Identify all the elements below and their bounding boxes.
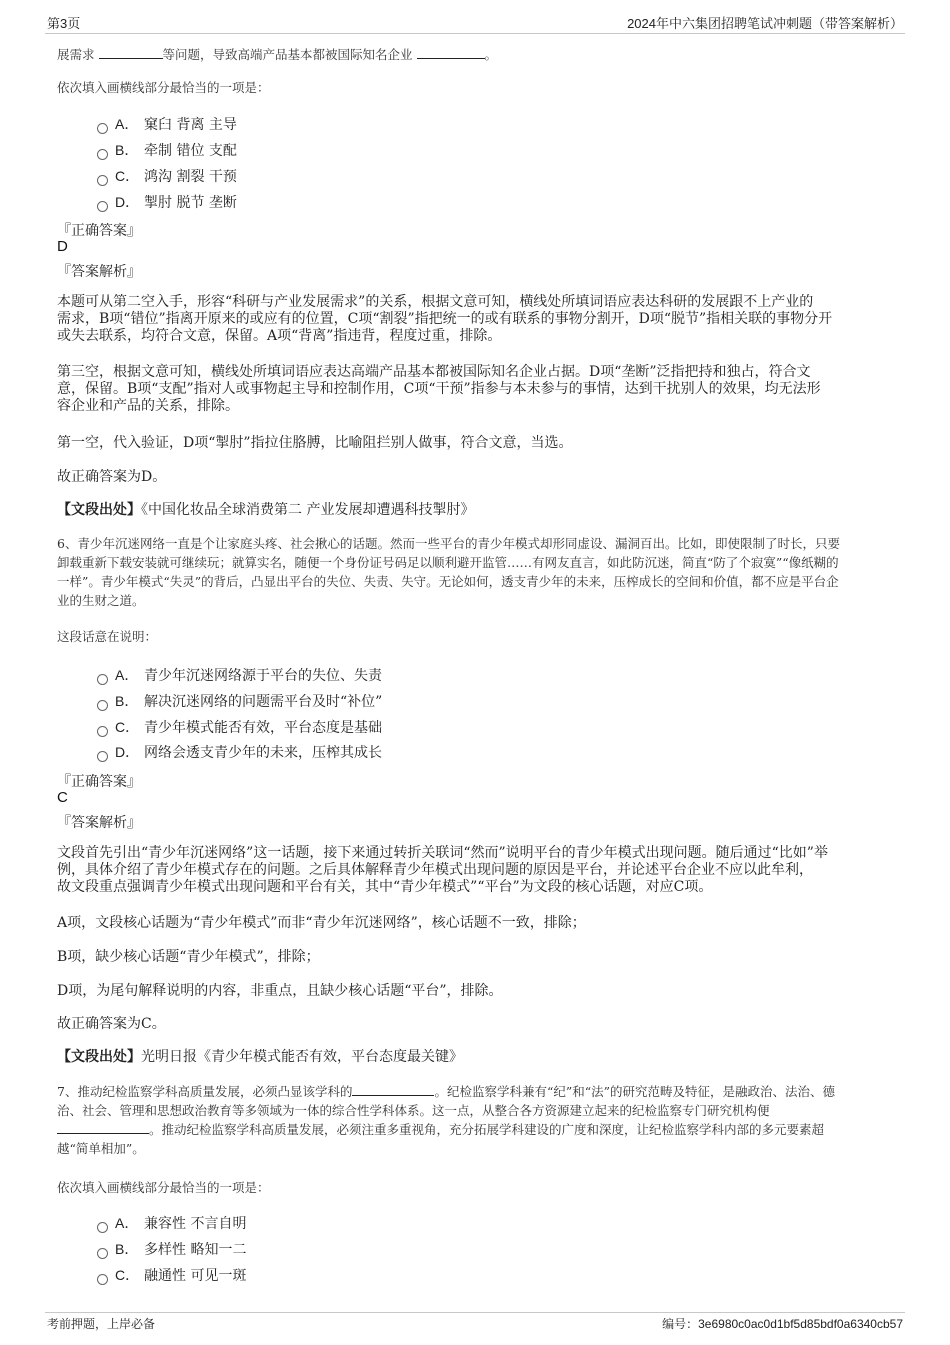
blank-1: [352, 1083, 434, 1096]
q7-option-a[interactable]: A． 兼容性 不言自明: [97, 1213, 246, 1233]
document-title: 2024年中六集团招聘笔试冲刺题（带答案解析）: [627, 16, 903, 31]
q6-analysis-p4: D项，为尾句解释说明的内容，非重点，且缺少核心话题“平台”，排除。: [57, 983, 503, 999]
q6-option-d[interactable]: D． 网络会透支青少年的未来，压榨其成长: [97, 742, 382, 762]
q5-stem: 展需求 等问题，导致高端产品基本都被国际知名企业 。: [57, 47, 498, 62]
blank-1: [99, 46, 163, 59]
q6-analysis-p2: A项，文段核心话题为“青少年模式”而非“青少年沉迷网络”，核心话题不一致，排除；: [57, 915, 586, 931]
radio-icon[interactable]: [97, 700, 108, 711]
q5-option-a[interactable]: A． 窠臼 背离 主导: [97, 114, 237, 134]
q6-source: 【文段出处】光明日报《青少年模式能否有效，平台态度最关键》: [57, 1049, 463, 1065]
q6-stem: 6、青少年沉迷网络一直是个让家庭头疼、社会揪心的话题。然而一些平台的青少年模式却形同虚设、漏洞百出。比如，即使限制了时长，只要 卸载重新下载安装就可继续玩；就算实名，随便一个身份证号码足以顺利避开监管……有网友直言，如此防沉迷，简直“防了个寂寞”“像纸糊的 一样”。青少年模式“失灵”的背后，凸显出平台的失位、失责、失守。无论如何，透支青少年的未来，压榨成长的空间和价值，都不应是平台企 业的生财之道。: [57, 536, 840, 608]
radio-icon[interactable]: [97, 1274, 108, 1285]
q6-analysis-p5: 故正确答案为C。: [57, 1016, 166, 1032]
blank-2: [57, 1121, 149, 1134]
radio-icon[interactable]: [97, 674, 108, 685]
q5-prompt: 依次填入画横线部分最恰当的一项是：: [57, 80, 270, 95]
q5-analysis-label: 『答案解析』: [57, 264, 141, 280]
radio-icon[interactable]: [97, 149, 108, 160]
q6-option-c[interactable]: C． 青少年模式能否有效，平台态度是基础: [97, 717, 382, 737]
q5-option-c[interactable]: C． 鸿沟 割裂 干预: [97, 166, 237, 186]
q5-answer-label: 『正确答案』: [57, 223, 141, 239]
radio-icon[interactable]: [97, 751, 108, 762]
radio-icon[interactable]: [97, 201, 108, 212]
radio-icon[interactable]: [97, 123, 108, 134]
q6-analysis-p3: B项，缺少核心话题“青少年模式”，排除；: [57, 949, 320, 965]
q6-answer: C: [57, 789, 68, 806]
footer-slogan: 考前押题，上岸必备: [47, 1317, 156, 1331]
q6-option-b[interactable]: B． 解决沉迷网络的问题需平台及时“补位”: [97, 691, 382, 711]
radio-icon[interactable]: [97, 175, 108, 186]
page-number: 第3页: [47, 16, 81, 31]
page-footer: [45, 1312, 905, 1343]
q6-option-a[interactable]: A． 青少年沉迷网络源于平台的失位、失责: [97, 665, 382, 685]
q7-option-c[interactable]: C． 融通性 可见一斑: [97, 1265, 246, 1285]
blank-2: [417, 46, 485, 59]
q5-analysis-p3: 第一空，代入验证，D项“掣肘”指拉住胳膊，比喻阻拦别人做事，符合文意，当选。: [57, 435, 573, 451]
q6-analysis-p1: 文段首先引出“青少年沉迷网络”这一话题，接下来通过转折关联词“然而”说明平台的青少年模式出现问题。随后通过“比如”举 例，具体介绍了青少年模式存在的问题。之后具体解释青少年模式出现问题的原因是平台，并论述平台企业不应以此牟利， 故文段重点强调青少年模式出现问题和平台有关，其中“青少年模式”“平台”为文段的核心话题，对应C项。: [57, 845, 828, 895]
document-code: 编号：3e6980c0ac0d1bf5d85bdf0a6340cb57: [662, 1317, 903, 1331]
q6-analysis-label: 『答案解析』: [57, 815, 141, 831]
page-header: [45, 11, 905, 34]
q7-prompt: 依次填入画横线部分最恰当的一项是：: [57, 1180, 270, 1195]
q5-option-b[interactable]: B． 牵制 错位 支配: [97, 140, 237, 160]
q6-prompt: 这段话意在说明：: [57, 629, 158, 644]
q5-answer: D: [57, 238, 68, 255]
radio-icon[interactable]: [97, 1248, 108, 1259]
q7-option-b[interactable]: B． 多样性 略知一二: [97, 1239, 246, 1259]
q5-analysis-p4: 故正确答案为D。: [57, 469, 167, 485]
radio-icon[interactable]: [97, 726, 108, 737]
radio-icon[interactable]: [97, 1222, 108, 1233]
q5-source: 【文段出处】《中国化妆品全球消费第二 产业发展却遭遇科技掣肘》: [57, 502, 475, 518]
q7-stem: 7、推动纪检监察学科高质量发展，必须凸显该学科的 。纪检监察学科兼有“纪”和“法”的研究范畴及特征，是融政治、法治、德 治、社会、管理和思想政治教育等多领域为一体的综合性学科体系。这一点，从整合各方资源建立起来的纪检监察专门研究机构便 。推动纪检监察学科高质量发展，必须注重多重视角，充分拓展学科建设的广度和深度，让纪检监察学科内部的多元要素超 越“简单相加”。: [57, 1084, 836, 1156]
q5-analysis-p1: 本题可从第二空入手，形容“科研与产业发展需求”的关系，根据文意可知，横线处所填词语应表达科研的发展跟不上产业的 需求，B项“错位”指离开原来的或应有的位置，C项“割裂”指把统一的或有联系的事物分割开，D项“脱节”指相关联的事物分开 或失去联系，均符合文意，保留。A项“背离”指违背，程度过重，排除。: [57, 294, 833, 344]
q5-option-d[interactable]: D． 掣肘 脱节 垄断: [97, 192, 237, 212]
q6-answer-label: 『正确答案』: [57, 774, 141, 790]
q5-analysis-p2: 第三空，根据文意可知，横线处所填词语应表达高端产品基本都被国际知名企业占据。D项“垄断”泛指把持和独占，符合文 意，保留。B项“支配”指对人或事物起主导和控制作用，C项“干预”指参与本未参与的事情，达到干扰别人的效果，均无法形 容企业和产品的关系，排除。: [57, 364, 821, 414]
